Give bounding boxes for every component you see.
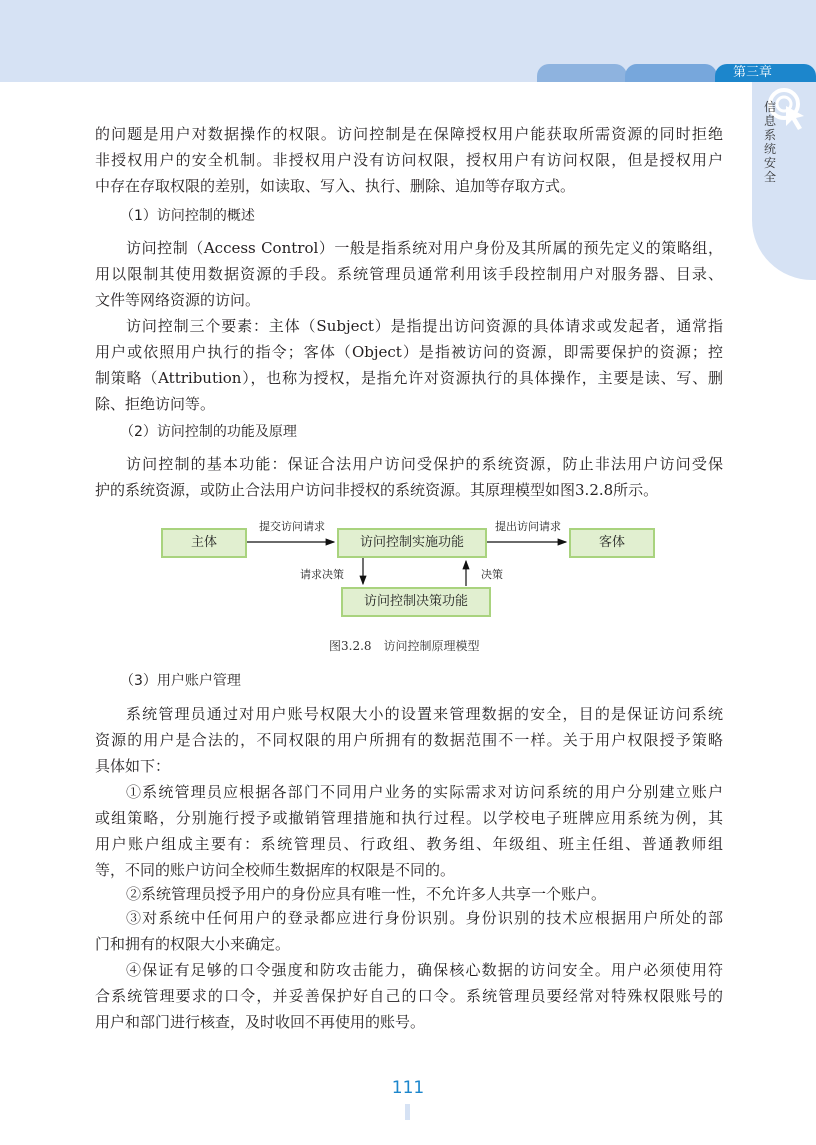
paragraph-line: 文件等网络资源的访问。 [95, 291, 261, 309]
enforcement-box: 访问控制实施功能 [337, 528, 487, 558]
paragraph-line: 或组策略，分别施行授予或撤销管理措施和执行过程。以学校电子班牌应用系统为例，其 [95, 809, 723, 827]
section-title: 信息系统安全 [764, 100, 777, 184]
paragraph-line: 访问控制（Access Control）一般是指系统对用户身份及其所属的预先定义的策略组， [126, 239, 723, 257]
paragraph-line: 门和拥有的权限大小来确定。 [95, 935, 291, 953]
paragraph-line: 用以限制其使用数据资源的手段。系统管理员通常利用该手段控制用户对服务器、目录、 [95, 265, 723, 283]
paragraph-line: 系统管理员通过对用户账号权限大小的设置来管理数据的安全，目的是保证访问系统 [126, 705, 723, 723]
page-bar [405, 1104, 410, 1120]
paragraph-line: 非授权用户的安全机制。非授权用户没有访问权限，授权用户有访问权限，但是授权用户 [95, 151, 723, 169]
paragraph-line: ②系统管理员授予用户的身份应具有唯一性，不允许多人共享一个账户。 [126, 885, 607, 903]
decision-box: 访问控制决策功能 [341, 587, 491, 617]
paragraph-line: 具体如下： [95, 757, 171, 775]
paragraph-line: 资源的用户是合法的，不同权限的用户所拥有的数据范围不一样。关于用户权限授予策略 [95, 731, 723, 749]
paragraph-line: 护的系统资源，或防止合法用户访问非授权的系统资源。其原理模型如图3.2.8所示。 [95, 481, 659, 499]
paragraph-line: 访问控制的基本功能：保证合法用户访问受保护的系统资源，防止非法用户访问受保 [126, 455, 723, 473]
paragraph-line: 除、拒绝访问等。 [95, 395, 216, 413]
paragraph-line: ④保证有足够的口令强度和防攻击能力，确保核心数据的访问安全。用户必须使用符 [126, 961, 723, 979]
paragraph-line: 的问题是用户对数据操作的权限。访问控制是在保障授权用户能获取所需资源的同时拒绝 [95, 125, 723, 143]
chapter-tab: 第三章 [715, 64, 816, 82]
paragraph-line: 访问控制三个要素：主体（Subject）是指提出访问资源的具体请求或发起者，通常指 [126, 317, 723, 335]
subject-box: 主体 [161, 528, 247, 558]
paragraph-line: 中存在存取权限的差别，如读取、写入、执行、删除、追加等存取方式。 [95, 177, 576, 195]
paragraph-line: 制策略（Attribution），也称为授权，是指允许对资源执行的具体操作，主要是读、写、删 [95, 369, 723, 387]
object-box: 客体 [569, 528, 655, 558]
paragraph-line: 合系统管理要求的口令，并妥善保护好自己的口令。系统管理员要经常对特殊权限账号的 [95, 987, 723, 1005]
section-heading: （1）访问控制的概述 [120, 208, 255, 224]
paragraph-line: 等，不同的账户访问全校师生数据库的权限是不同的。 [95, 861, 456, 879]
section-heading: （3）用户账户管理 [120, 673, 241, 689]
page-number: 111 [391, 1078, 425, 1098]
paragraph-line: ①系统管理员应根据各部门不同用户业务的实际需求对访问系统的用户分别建立账户 [126, 783, 723, 801]
figure-caption: 图3.2.8 访问控制原理模型 [329, 639, 480, 653]
paragraph-line: ③对系统中任何用户的登录都应进行身份识别。身份识别的技术应根据用户所处的部 [126, 909, 723, 927]
paragraph-line: 用户账户组成主要有：系统管理员、行政组、教务组、年级组、班主任组、普通教师组 [95, 835, 723, 853]
label-decision: 决策 [481, 568, 503, 581]
paragraph-line: 用户和部门进行核查，及时收回不再使用的账号。 [95, 1013, 426, 1031]
paragraph-line: 用户或依照用户执行的指令；客体（Object）是指被访问的资源，即需要保护的资源；控 [95, 343, 723, 361]
label-submit: 提交访问请求 [259, 520, 325, 533]
label-request-decision: 请求决策 [300, 568, 344, 581]
label-forward: 提出访问请求 [495, 520, 561, 533]
section-heading: （2）访问控制的功能及原理 [120, 424, 297, 440]
